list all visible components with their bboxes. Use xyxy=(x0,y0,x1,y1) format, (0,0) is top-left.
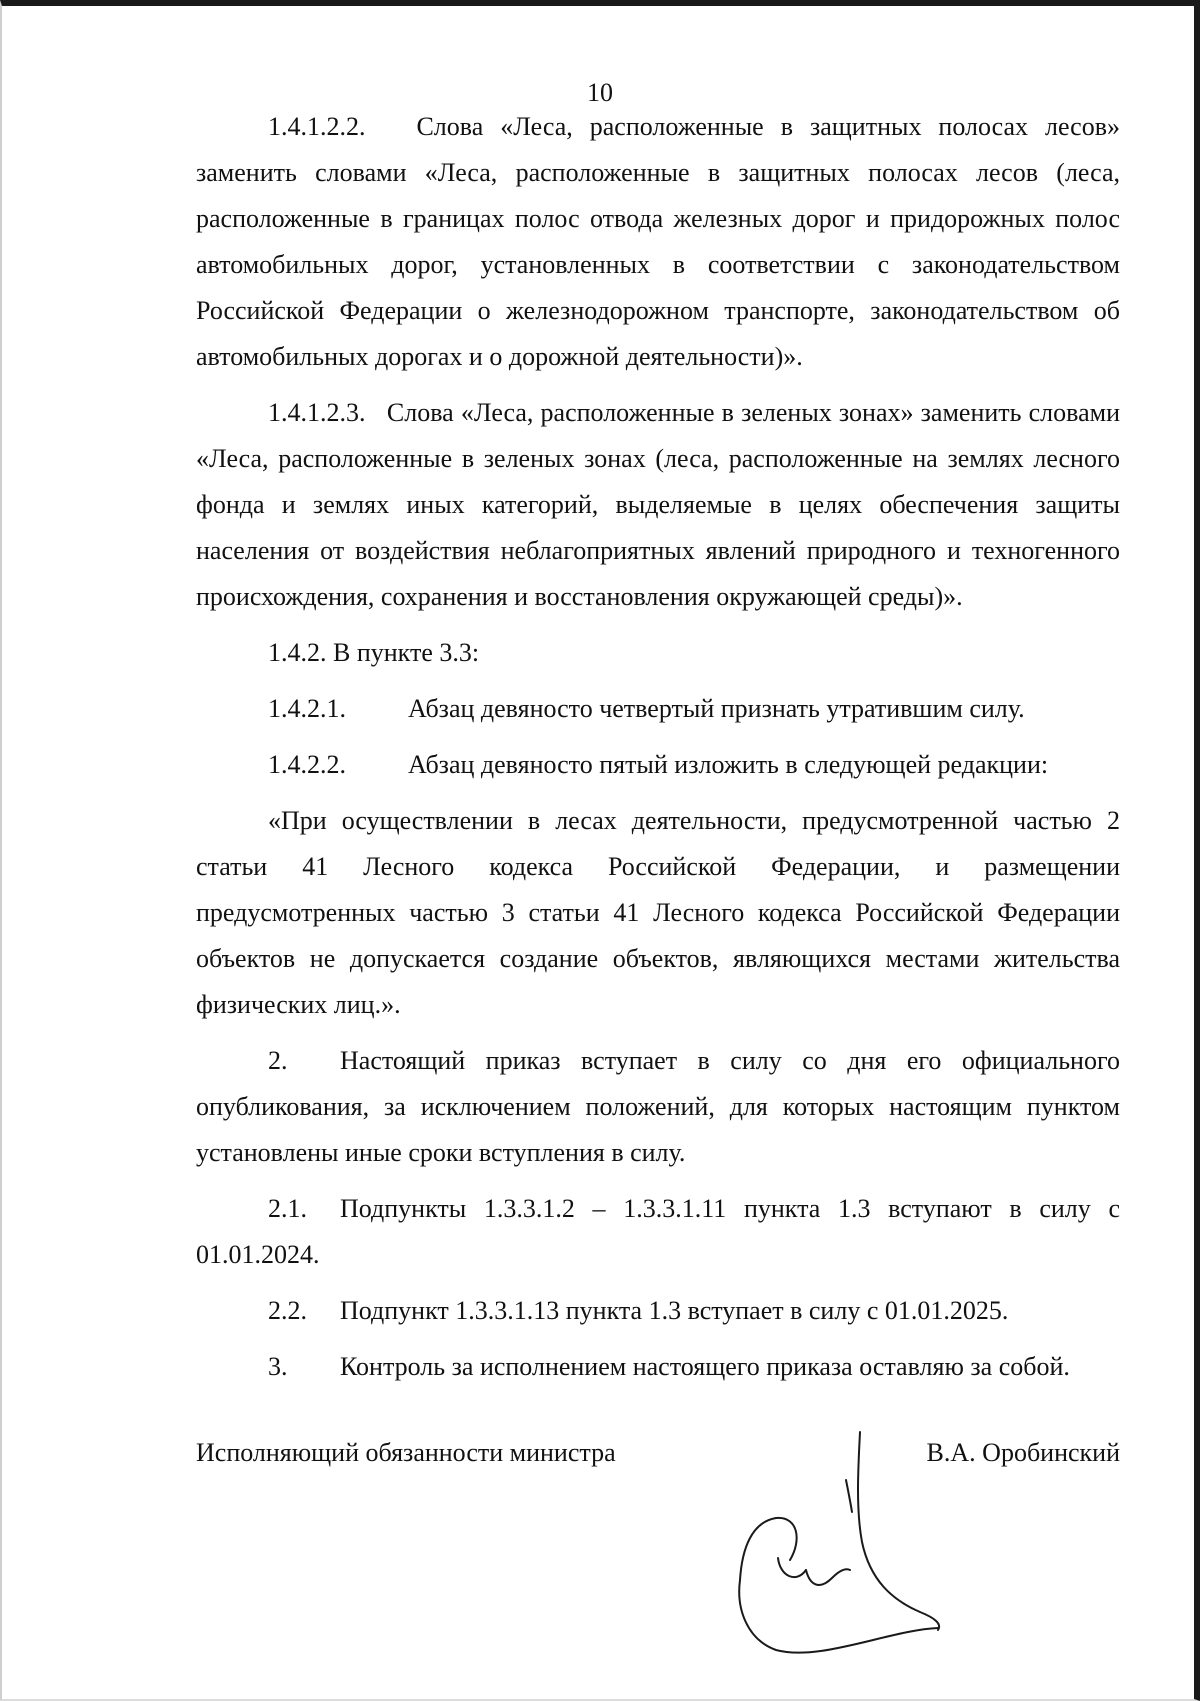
item-text: Настоящий приказ вступает в силу со дня его официального опубликования, за исключением положений, для которых настоящим пунктом установлены иные сроки вступления в силу. xyxy=(196,1046,1120,1167)
page-number: 10 xyxy=(587,78,613,107)
item-number: 1.4.2.2. xyxy=(268,750,346,779)
quoted-amendment: «При осуществлении в лесах деятельности, предусмотренной частью 2 статьи 41 Лесного кодекса Российской Федерации, и размещении предусмотренных частью 3 статьи 41 Лесного кодекса Российской Федерации объектов не допускается создание объектов, являющихся местами жительства физических лиц.». xyxy=(196,806,1120,1019)
item-number: 2. xyxy=(268,1046,288,1075)
signature-block xyxy=(196,1430,1120,1476)
item-text: Абзац девяносто четвертый признать утратившим силу. xyxy=(408,694,1025,723)
item-number: 2.2. xyxy=(268,1296,307,1325)
item-text: Подпункты 1.3.3.1.2 – 1.3.3.1.11 пункта 1.3 вступают в силу с 01.01.2024. xyxy=(196,1194,1120,1269)
paragraph-1-4-2: 1.4.2. В пункте 3.3: xyxy=(268,638,480,667)
paragraph-2-1 xyxy=(196,1186,1120,1278)
paragraph-1-4-2-2 xyxy=(196,742,1120,788)
document-body xyxy=(196,104,1120,1476)
item-number: 2.1. xyxy=(268,1194,307,1223)
signatory-name: В.А. Оробинский xyxy=(926,1438,1120,1467)
paragraph-1-4-1-2-2: 1.4.1.2.2. Слова «Леса, расположенные в защитных полосах лесов» заменить словами «Леса, расположенные в защитных полосах лесов (леса, расположенные в границах полос отвода железных дорог и придорожных полос автомобильных дорог, установленных в соответствии с законодательством Российской Федерации о железнодорожном транспорте, законодательством об автомобильных дорогах и о дорожной деятельности)». xyxy=(196,112,1120,371)
signatory-title: Исполняющий обязанности министра xyxy=(196,1438,616,1467)
paragraph-2-2 xyxy=(196,1288,1120,1334)
paragraph-3 xyxy=(196,1344,1120,1390)
item-text: Подпункт 1.3.3.1.13 пункта 1.3 вступает в силу с 01.01.2025. xyxy=(340,1296,1009,1325)
item-text: Абзац девяносто пятый изложить в следующей редакции: xyxy=(408,750,1049,779)
item-text: Контроль за исполнением настоящего приказа оставляю за собой. xyxy=(340,1352,1070,1381)
item-number: 3. xyxy=(268,1352,288,1381)
paragraph-1-4-1-2-3: 1.4.1.2.3. Слова «Леса, расположенные в зеленых зонах» заменить словами «Леса, расположенные в зеленых зонах (леса, расположенные на землях лесного фонда и землях иных категорий, выделяемые в целях обеспечения защиты населения от воздействия неблагоприятных явлений природного и техногенного происхождения, сохранения и восстановления окружающей среды)». xyxy=(196,398,1120,611)
paragraph-2 xyxy=(196,1038,1120,1176)
paragraph-1-4-2-1 xyxy=(196,686,1120,732)
item-number: 1.4.2.1. xyxy=(268,694,346,723)
handwritten-signature xyxy=(680,1430,950,1660)
